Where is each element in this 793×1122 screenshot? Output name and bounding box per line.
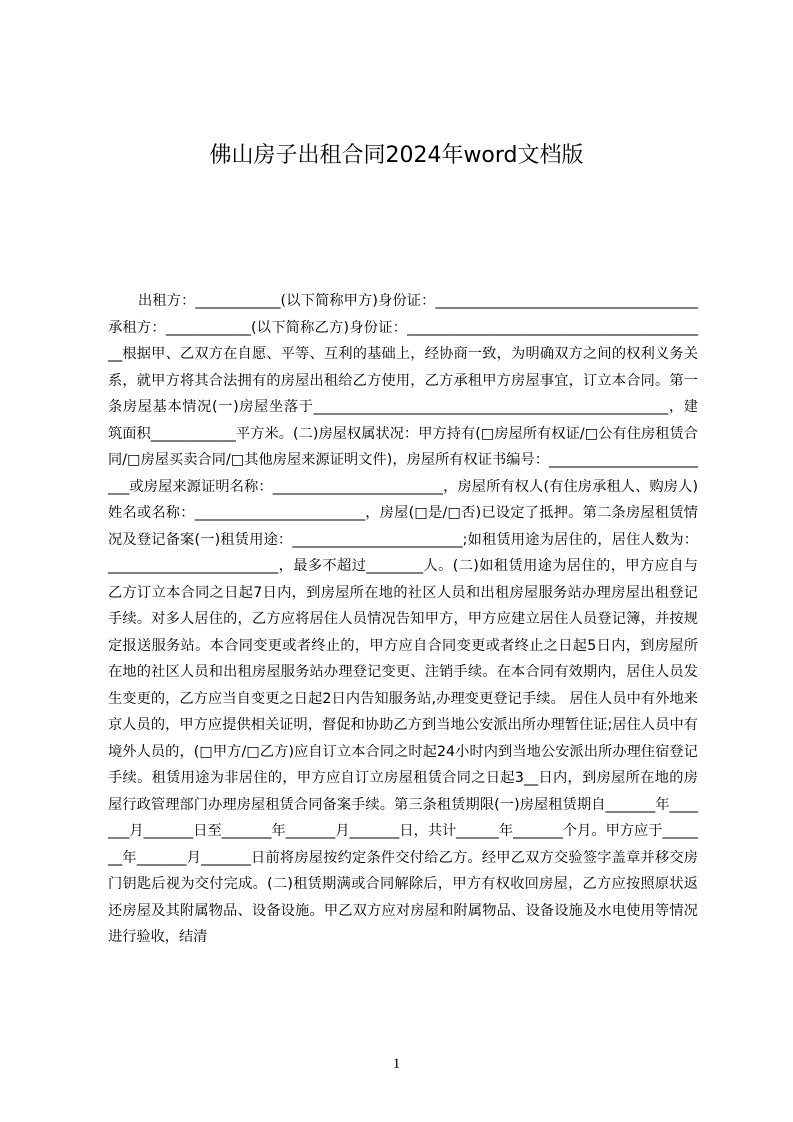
page-number: 1 (392, 1056, 401, 1072)
document-title: 佛山房子出租合同2024年word文档版 (209, 143, 584, 168)
contract-body-text: 出租方：____________(以下简称甲方)身份证：_____________________________________承租方：____________(以下简称乙方)身份证：___________________________________________根据甲、乙双方在自愿、平等、互利的基础上，经协商一致，为明确双方之间的权利义务关系，就甲方将其合法拥有的房屋出租给乙方使用，乙方承租甲方房屋事宜，订立本合同。第一条房屋基本情况(一)房屋坐落于__________________________________________________，建筑面积____________平方米。(二)房屋权属状况：甲方持有(□房屋所有权证/□公有住房租赁合同/□房屋买卖合同/□其他房屋来源证明文件)，房屋所有权证书编号：________________________或房屋来源证明名称：________________________，房屋所有权人(有住房承租人、购房人)姓名或名称：________________________，房屋(□是/□否)已设定了抵押。第二条房屋租赁情况及登记备案(一)租赁用途：________________________;如租赁用途为居住的，居住人数为：________________________，最多不超过________人。(二)如租赁用途为居住的，甲方应自与乙方订立本合同之日起7日内，到房屋所在地的社区人员和出租房屋服务站办理房屋出租登记手续。对多人居住的，乙方应将居住人员情况告知甲方，甲方应建立居住人员登记簿，并按规定报送服务站。本合同变更或者终止的，甲方应自合同变更或者终止之日起5日内，到房屋所在地的社区人员和出租房屋服务站办理登记变更、注销手续。在本合同有效期内，居住人员发生变更的，乙方应当自变更之日起2日内告知服务站,办理变更登记手续。 居住人员中有外地来京人员的，甲方应提供相关证明，督促和协助乙方到当地公安派出所办理暂住证;居住人员中有境外人员的，(□甲方/□乙方)应自订立本合同之时起24小时内到当地公安派出所办理住宿登记手续。租赁用途为非居住的，甲方应自订立房屋租赁合同之日起3__日内，到房屋所在地的房屋行政管理部门办理房屋租赁合同备案手续。第三条租赁期限(一)房屋租赁期自_______年_______月_______日至_______年_______月_______日，共计______年_______个月。甲方应于_______年_______月_______日前将房屋按约定条件交付给乙方。经甲乙双方交验签字盖章并移交房门钥匙后视为交付完成。(二)租赁期满或合同解除后，甲方有权收回房屋，乙方应按照原状返还房屋及其附属物品、设备设施。甲乙双方应对房屋和附属物品、设备设施及水电使用等情况进行验收，结清 (108, 293, 698, 945)
